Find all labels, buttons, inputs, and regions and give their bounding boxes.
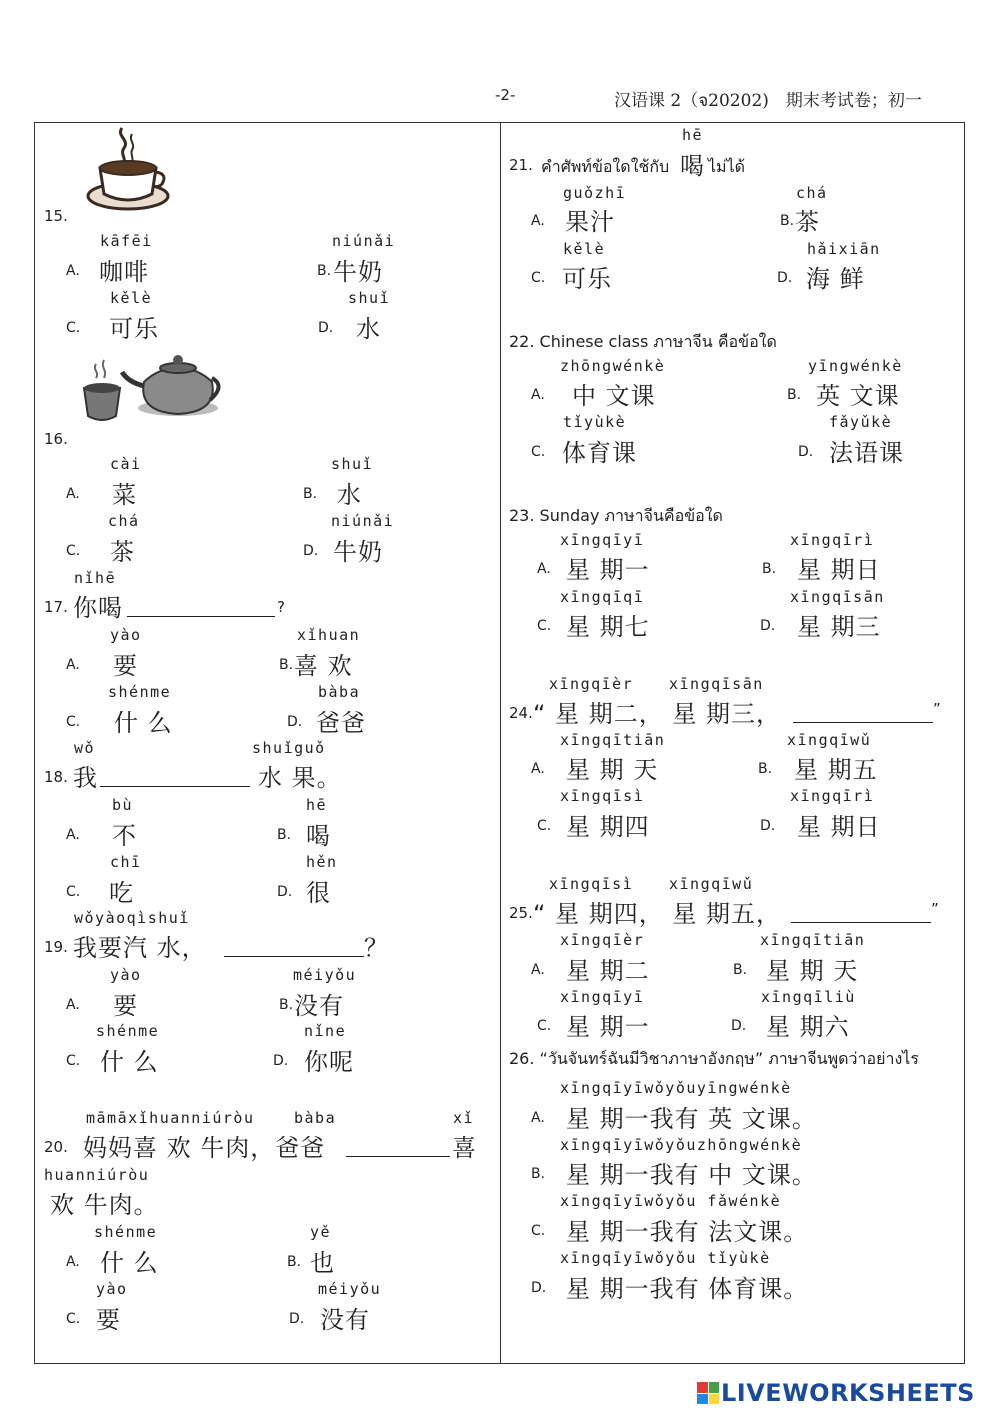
q18-a-pinyin: bù: [112, 796, 134, 814]
q21-c-label[interactable]: C.: [531, 270, 546, 286]
q15-d-pinyin: shuǐ: [348, 289, 391, 307]
q22-text: [509, 330, 777, 355]
q16-c-text: 茶: [110, 538, 135, 566]
q25-d-label[interactable]: D.: [731, 1018, 747, 1034]
q20-b-text: 也: [310, 1249, 335, 1277]
q25-a-text: 星 期二: [566, 957, 650, 985]
q17-pinyin: nǐhē: [74, 569, 117, 587]
q25-a-pinyin: xīngqīèr: [560, 931, 645, 949]
q18-d-pinyin: hěn: [306, 853, 338, 871]
q25-b-text: 星 期 天: [766, 957, 859, 985]
q16-number: 16.: [44, 430, 68, 448]
coffee-cup-illustration: [86, 124, 170, 216]
q17-c-text: 什 么: [114, 709, 173, 737]
q24-answer-blank[interactable]: [793, 702, 933, 723]
q17-d-label[interactable]: D.: [287, 714, 303, 730]
teapot-illustration: [78, 342, 226, 428]
q23-b-text: 星 期日: [797, 556, 881, 584]
q17-a-label[interactable]: A.: [66, 657, 80, 673]
page-number: -2-: [495, 86, 516, 104]
q21-a-text: 果汁: [565, 208, 615, 236]
q26-c-label[interactable]: C.: [531, 1223, 546, 1239]
column-divider: [500, 122, 501, 1364]
q22-a-text: 中 文课: [572, 382, 656, 410]
q19-b-pinyin: méiyǒu: [293, 966, 357, 984]
logo-mark-icon: [697, 1382, 719, 1404]
q24-c-text: 星 期四: [566, 813, 650, 841]
q20-d-label[interactable]: D.: [289, 1311, 305, 1327]
q20-c-label[interactable]: C.: [66, 1311, 81, 1327]
q18-d-text: 很: [306, 879, 331, 907]
q21-thai-2: ไม่ได้: [708, 157, 746, 176]
q21-c-pinyin: kělè: [563, 240, 606, 258]
q19-d-label[interactable]: D.: [273, 1053, 289, 1069]
q21-b-text: 茶: [795, 208, 820, 236]
q22-number: 22.: [509, 332, 535, 351]
q17-d-text: 爸爸: [316, 709, 366, 737]
q18-c-text: 吃: [109, 879, 134, 907]
q16-d-text: 牛奶: [333, 538, 383, 566]
q16-b-label[interactable]: B.: [303, 486, 318, 502]
q26-b-label[interactable]: B.: [531, 1166, 546, 1182]
q19-b-text: 没有: [294, 992, 344, 1020]
q18-end: 水 果。: [258, 764, 342, 792]
q20-d-text: 没有: [320, 1306, 370, 1334]
q26-b-text: 星 期一我有 中 文课。: [566, 1161, 817, 1189]
q19-a-text: 要: [113, 992, 138, 1020]
worksheet-title: 汉语课 2（จ20202) 期末考试卷；初一: [614, 91, 922, 111]
q15-a-pinyin: kāfēi: [100, 232, 153, 250]
q17-stem: 你喝: [73, 594, 123, 622]
q24-d-pinyin: xīngqīrì: [790, 787, 875, 805]
q19-end: ？: [364, 934, 389, 962]
q23-d-label[interactable]: D.: [760, 618, 776, 634]
q15-number: 15.: [44, 207, 68, 225]
q18-pinyin-2: shuǐguǒ: [252, 739, 326, 757]
q23-c-pinyin: xīngqīqī: [560, 588, 645, 606]
q21-word: 喝: [680, 152, 705, 180]
q25-d-text: 星 期六: [766, 1013, 850, 1041]
q20-c-pinyin: yào: [96, 1280, 128, 1298]
q19-c-text: 什 么: [100, 1048, 159, 1076]
q18-a-text: 不: [112, 822, 137, 850]
q18-c-label[interactable]: C.: [66, 884, 81, 900]
q20-a-pinyin: shénme: [94, 1223, 158, 1241]
q24-c-label[interactable]: C.: [537, 818, 552, 834]
q24-c-pinyin: xīngqīsì: [560, 787, 645, 805]
q26-c-text: 星 期一我有 法文课。: [566, 1218, 809, 1246]
q24-b-label[interactable]: B.: [758, 761, 773, 777]
q20-pinyin-4: huanniúròu: [44, 1166, 150, 1184]
q17-number: 17.: [44, 598, 68, 616]
q24-d-text: 星 期日: [797, 813, 881, 841]
q21-b-pinyin: chá: [796, 184, 828, 202]
q26-a-pinyin: xīngqīyīwǒyǒuyīngwénkè: [560, 1079, 792, 1097]
q24-a-label[interactable]: A.: [531, 761, 545, 777]
q22-c-label[interactable]: C.: [531, 444, 546, 460]
q25-c-pinyin: xīngqīyī: [560, 988, 645, 1006]
q21-c-text: 可乐: [562, 265, 612, 293]
q16-c-pinyin: chá: [108, 512, 140, 530]
q22-b-text: 英 文课: [816, 382, 900, 410]
q18-number: 18.: [44, 768, 68, 786]
q26-d-text: 星 期一我有 体育课。: [566, 1275, 809, 1303]
q18-b-label[interactable]: B.: [277, 827, 292, 843]
q24-a-text: 星 期 天: [566, 756, 659, 784]
q23-c-text: 星 期七: [566, 613, 650, 641]
q21-pinyin: hē: [682, 126, 704, 144]
q22-c-text: 体育课: [562, 439, 637, 467]
q15-d-label[interactable]: D.: [318, 320, 334, 336]
q19-a-label[interactable]: A.: [66, 997, 80, 1013]
q25-b-pinyin: xīngqītiān: [760, 931, 866, 949]
q24-stem: “ 星 期二， 星 期三，: [533, 700, 781, 728]
q24-b-text: 星 期五: [794, 756, 878, 784]
q23-a-label[interactable]: A.: [537, 561, 551, 577]
q20-pinyin-3: xǐ: [453, 1109, 475, 1127]
q26-a-text: 星 期一我有 英 文课。: [566, 1105, 817, 1133]
q17-answer-blank[interactable]: [127, 596, 275, 617]
q17-b-text: 喜 欢: [294, 652, 353, 680]
q16-d-pinyin: niúnǎi: [331, 512, 395, 530]
q20-stem-2: 欢 牛肉。: [50, 1191, 159, 1219]
q22-prompt: Chinese class ภาษาจีน คือข้อใด: [539, 332, 777, 351]
q25-pinyin-1: xīngqīsì: [549, 875, 634, 893]
q26-d-label[interactable]: D.: [531, 1280, 547, 1296]
q24-d-label[interactable]: D.: [760, 818, 776, 834]
q21-d-pinyin: hǎixiān: [807, 240, 881, 258]
q24-number: 24.: [509, 704, 533, 722]
q17-c-label[interactable]: C.: [66, 714, 81, 730]
q21-number: 21.: [509, 156, 533, 174]
q23-d-text: 星 期三: [797, 613, 881, 641]
q23-b-pinyin: xīngqīrì: [790, 531, 875, 549]
q23-number: 23.: [509, 506, 535, 525]
q25-number: 25.: [509, 904, 533, 922]
q21-a-pinyin: guǒzhī: [563, 184, 627, 202]
q17-a-text: 要: [113, 652, 138, 680]
q15-a-text: 咖啡: [99, 258, 149, 286]
q21-d-label[interactable]: D.: [777, 270, 793, 286]
q16-a-text: 菜: [112, 481, 137, 509]
q17-c-pinyin: shénme: [108, 683, 172, 701]
q25-end: ”: [931, 900, 939, 918]
q19-answer-blank[interactable]: [224, 936, 364, 957]
q23-b-label[interactable]: B.: [762, 561, 777, 577]
q21-thai-1: คำศัพท์ข้อใดใช้กับ: [541, 157, 670, 176]
q15-b-label[interactable]: B.: [317, 263, 332, 279]
q17-a-pinyin: yào: [110, 626, 142, 644]
q26-a-label[interactable]: A.: [531, 1110, 545, 1126]
q22-b-label[interactable]: B.: [787, 387, 802, 403]
q20-pinyin-2: bàba: [294, 1109, 337, 1127]
q21-d-text: 海 鲜: [806, 265, 865, 293]
q20-d-pinyin: méiyǒu: [318, 1280, 382, 1298]
q19-d-pinyin: nǐne: [304, 1022, 347, 1040]
q15-d-text: 水: [356, 315, 381, 343]
q19-number: 19.: [44, 938, 68, 956]
q20-stem: 妈妈喜 欢 牛肉，爸爸: [83, 1134, 326, 1162]
logo-text: LIVEWORKSHEETS: [721, 1379, 975, 1407]
q15-b-pinyin: niúnǎi: [332, 232, 396, 250]
q26-d-pinyin: xīngqīyīwǒyǒu tǐyùkè: [560, 1249, 771, 1267]
q16-c-label[interactable]: C.: [66, 543, 81, 559]
q15-a-label[interactable]: A.: [66, 263, 80, 279]
q19-c-label[interactable]: C.: [66, 1053, 81, 1069]
q18-d-label[interactable]: D.: [277, 884, 293, 900]
q22-b-pinyin: yīngwénkè: [808, 357, 903, 375]
q15-c-pinyin: kělè: [110, 289, 153, 307]
q17-end: ?: [277, 598, 285, 616]
q25-b-label[interactable]: B.: [733, 962, 748, 978]
q26-prompt: “วันจันทร์ฉันมีวิชาภาษาอังกฤษ” ภาษาจีนพูดว่าอย่างไร: [539, 1049, 919, 1068]
q18-stem: 我: [73, 764, 98, 792]
q26-text: [509, 1047, 919, 1072]
q19-b-label[interactable]: B.: [279, 997, 294, 1013]
q25-answer-blank[interactable]: [791, 902, 931, 923]
q17-b-label[interactable]: B.: [279, 657, 294, 673]
q22-d-text: 法语课: [829, 439, 904, 467]
q23-prompt: Sunday ภาษาจีนคือข้อใด: [539, 506, 723, 525]
q16-d-label[interactable]: D.: [303, 543, 319, 559]
q15-c-label[interactable]: C.: [66, 320, 81, 336]
q19-pinyin: wǒyàoqìshuǐ: [74, 909, 190, 927]
q20-b-label[interactable]: B.: [287, 1254, 302, 1270]
q19-d-text: 你呢: [304, 1048, 354, 1076]
q21-a-label[interactable]: A.: [531, 213, 545, 229]
q23-a-text: 星 期一: [566, 556, 650, 584]
q18-b-text: 喝: [306, 822, 331, 850]
q16-b-pinyin: shuǐ: [331, 455, 374, 473]
q20-a-text: 什 么: [100, 1249, 159, 1277]
q26-number: 26.: [509, 1049, 535, 1068]
q20-a-label[interactable]: A.: [66, 1254, 80, 1270]
q17-b-pinyin: xǐhuan: [297, 626, 361, 644]
q22-a-pinyin: zhōngwénkè: [560, 357, 666, 375]
q24-end: ”: [933, 700, 941, 718]
q22-a-label[interactable]: A.: [531, 387, 545, 403]
q15-b-text: 牛奶: [333, 258, 383, 286]
q16-a-pinyin: cài: [110, 455, 142, 473]
q18-c-pinyin: chī: [110, 853, 142, 871]
q18-answer-blank[interactable]: [100, 766, 250, 787]
q25-c-label[interactable]: C.: [537, 1018, 552, 1034]
q24-b-pinyin: xīngqīwǔ: [787, 731, 872, 749]
liveworksheets-logo[interactable]: [697, 1380, 975, 1406]
q23-text: [509, 504, 723, 529]
q22-d-pinyin: fǎyǔkè: [829, 413, 893, 431]
q25-a-label[interactable]: A.: [531, 962, 545, 978]
q18-a-label[interactable]: A.: [66, 827, 80, 843]
q21-b-label[interactable]: B.: [780, 213, 795, 229]
q25-c-text: 星 期一: [566, 1013, 650, 1041]
q19-stem: 我要汽 水，: [73, 934, 207, 962]
q23-c-label[interactable]: C.: [537, 618, 552, 634]
q26-c-pinyin: xīngqīyīwǒyǒu fǎwénkè: [560, 1192, 782, 1210]
q18-b-pinyin: hē: [306, 796, 328, 814]
q24-pinyin-1: xīngqīèr: [549, 675, 634, 693]
q25-pinyin-2: xīngqīwǔ: [669, 875, 754, 893]
q23-a-pinyin: xīngqīyī: [560, 531, 645, 549]
q23-d-pinyin: xīngqīsān: [790, 588, 885, 606]
q17-d-pinyin: bàba: [318, 683, 361, 701]
q18-pinyin-1: wǒ: [74, 739, 96, 757]
q16-a-label[interactable]: A.: [66, 486, 80, 502]
q15-c-text: 可乐: [109, 315, 159, 343]
q20-c-text: 要: [96, 1306, 121, 1334]
q19-c-pinyin: shénme: [96, 1022, 160, 1040]
q25-d-pinyin: xīngqīliù: [761, 988, 856, 1006]
q20-b-pinyin: yě: [310, 1223, 332, 1241]
q20-number: 20.: [44, 1138, 68, 1156]
q24-pinyin-2: xīngqīsān: [669, 675, 764, 693]
q22-d-label[interactable]: D.: [798, 444, 814, 460]
q25-stem: “ 星 期四， 星 期五，: [533, 900, 781, 928]
q20-pinyin-1: māmāxǐhuanniúròu: [86, 1109, 255, 1127]
q20-answer-blank[interactable]: [346, 1136, 450, 1157]
q24-a-pinyin: xīngqītiān: [560, 731, 666, 749]
q16-b-text: 水: [337, 481, 362, 509]
q26-b-pinyin: xīngqīyīwǒyǒuzhōngwénkè: [560, 1136, 803, 1154]
q19-a-pinyin: yào: [110, 966, 142, 984]
q22-c-pinyin: tǐyùkè: [563, 413, 627, 431]
q20-end: 喜: [452, 1134, 477, 1162]
